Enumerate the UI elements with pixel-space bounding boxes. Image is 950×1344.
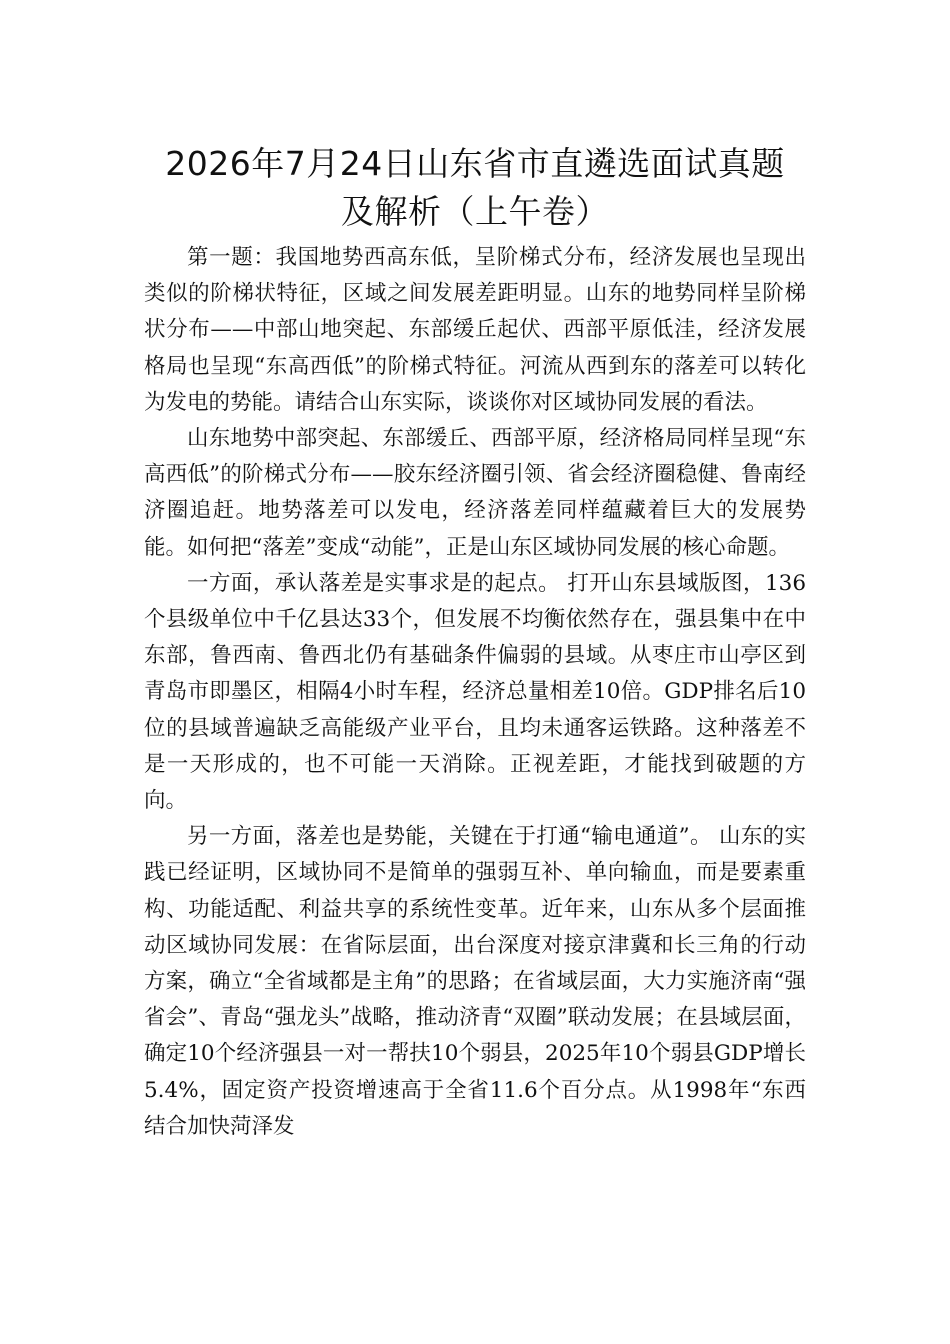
title-line-2: 及解析（上午卷） xyxy=(341,192,609,231)
title-line-1: 2026年7月24日山东省市直遴选面试真题 xyxy=(165,144,785,183)
paragraph-point-one: 一方面，承认落差是实事求是的起点。 打开山东县域版图，136个县级单位中千亿县达33个，但发展不均衡依然存在，强县集中在中东部，鲁西南、鲁西北仍有基础条件偏弱的县域。从枣庄市山亭区到青岛市即墨区，相隔4小时车程，经济总量相差10倍。GDP排名后10位的县域普遍缺乏高能级产业平台，且均未通客运铁路。这种落差不是一天形成的，也不可能一天消除。正视差距，才能找到破题的方向。 xyxy=(144,570,806,814)
document-title xyxy=(100,140,850,236)
paragraph-question: 第一题：我国地势西高东低，呈阶梯式分布，经济发展也呈现出类似的阶梯状特征，区域之间发展差距明显。山东的地势同样呈阶梯状分布——中部山地突起、东部缓丘起伏、西部平原低洼，经济发展格局也呈现“东高西低”的阶梯式特征。河流从西到东的落差可以转化为发电的势能。请结合山东实际，谈谈你对区域协同发展的看法。 xyxy=(144,245,806,415)
paragraph-point-two: 另一方面，落差也是势能，关键在于打通“输电通道”。 山东的实践已经证明，区域协同不是简单的强弱互补、单向输血，而是要素重构、功能适配、利益共享的系统性变革。近年来，山东从多个层面推动区域协同发展：在省际层面，出台深度对接京津冀和长三角的行动方案，确立“全省域都是主角”的思路；在省域层面，大力实施济南“强省会”、青岛“强龙头”战略，推动济青“双圈”联动发展；在县域层面，确定10个经济强县一对一帮扶10个弱县，2025年10个弱县GDP增长5.4%，固定资产投资增速高于全省11.6个百分点。从1998年“东西结合加快菏泽发 xyxy=(144,824,806,1139)
paragraph-intro: 山东地势中部突起、东部缓丘、西部平原，经济格局同样呈现“东高西低”的阶梯式分布——胶东经济圈引领、省会经济圈稳健、鲁南经济圈追赶。地势落差可以发电，经济落差同样蕴藏着巨大的发展势能。如何把“落差”变成“动能”，正是山东区域协同发展的核心命题。 xyxy=(144,426,806,560)
document-body xyxy=(144,240,806,1145)
